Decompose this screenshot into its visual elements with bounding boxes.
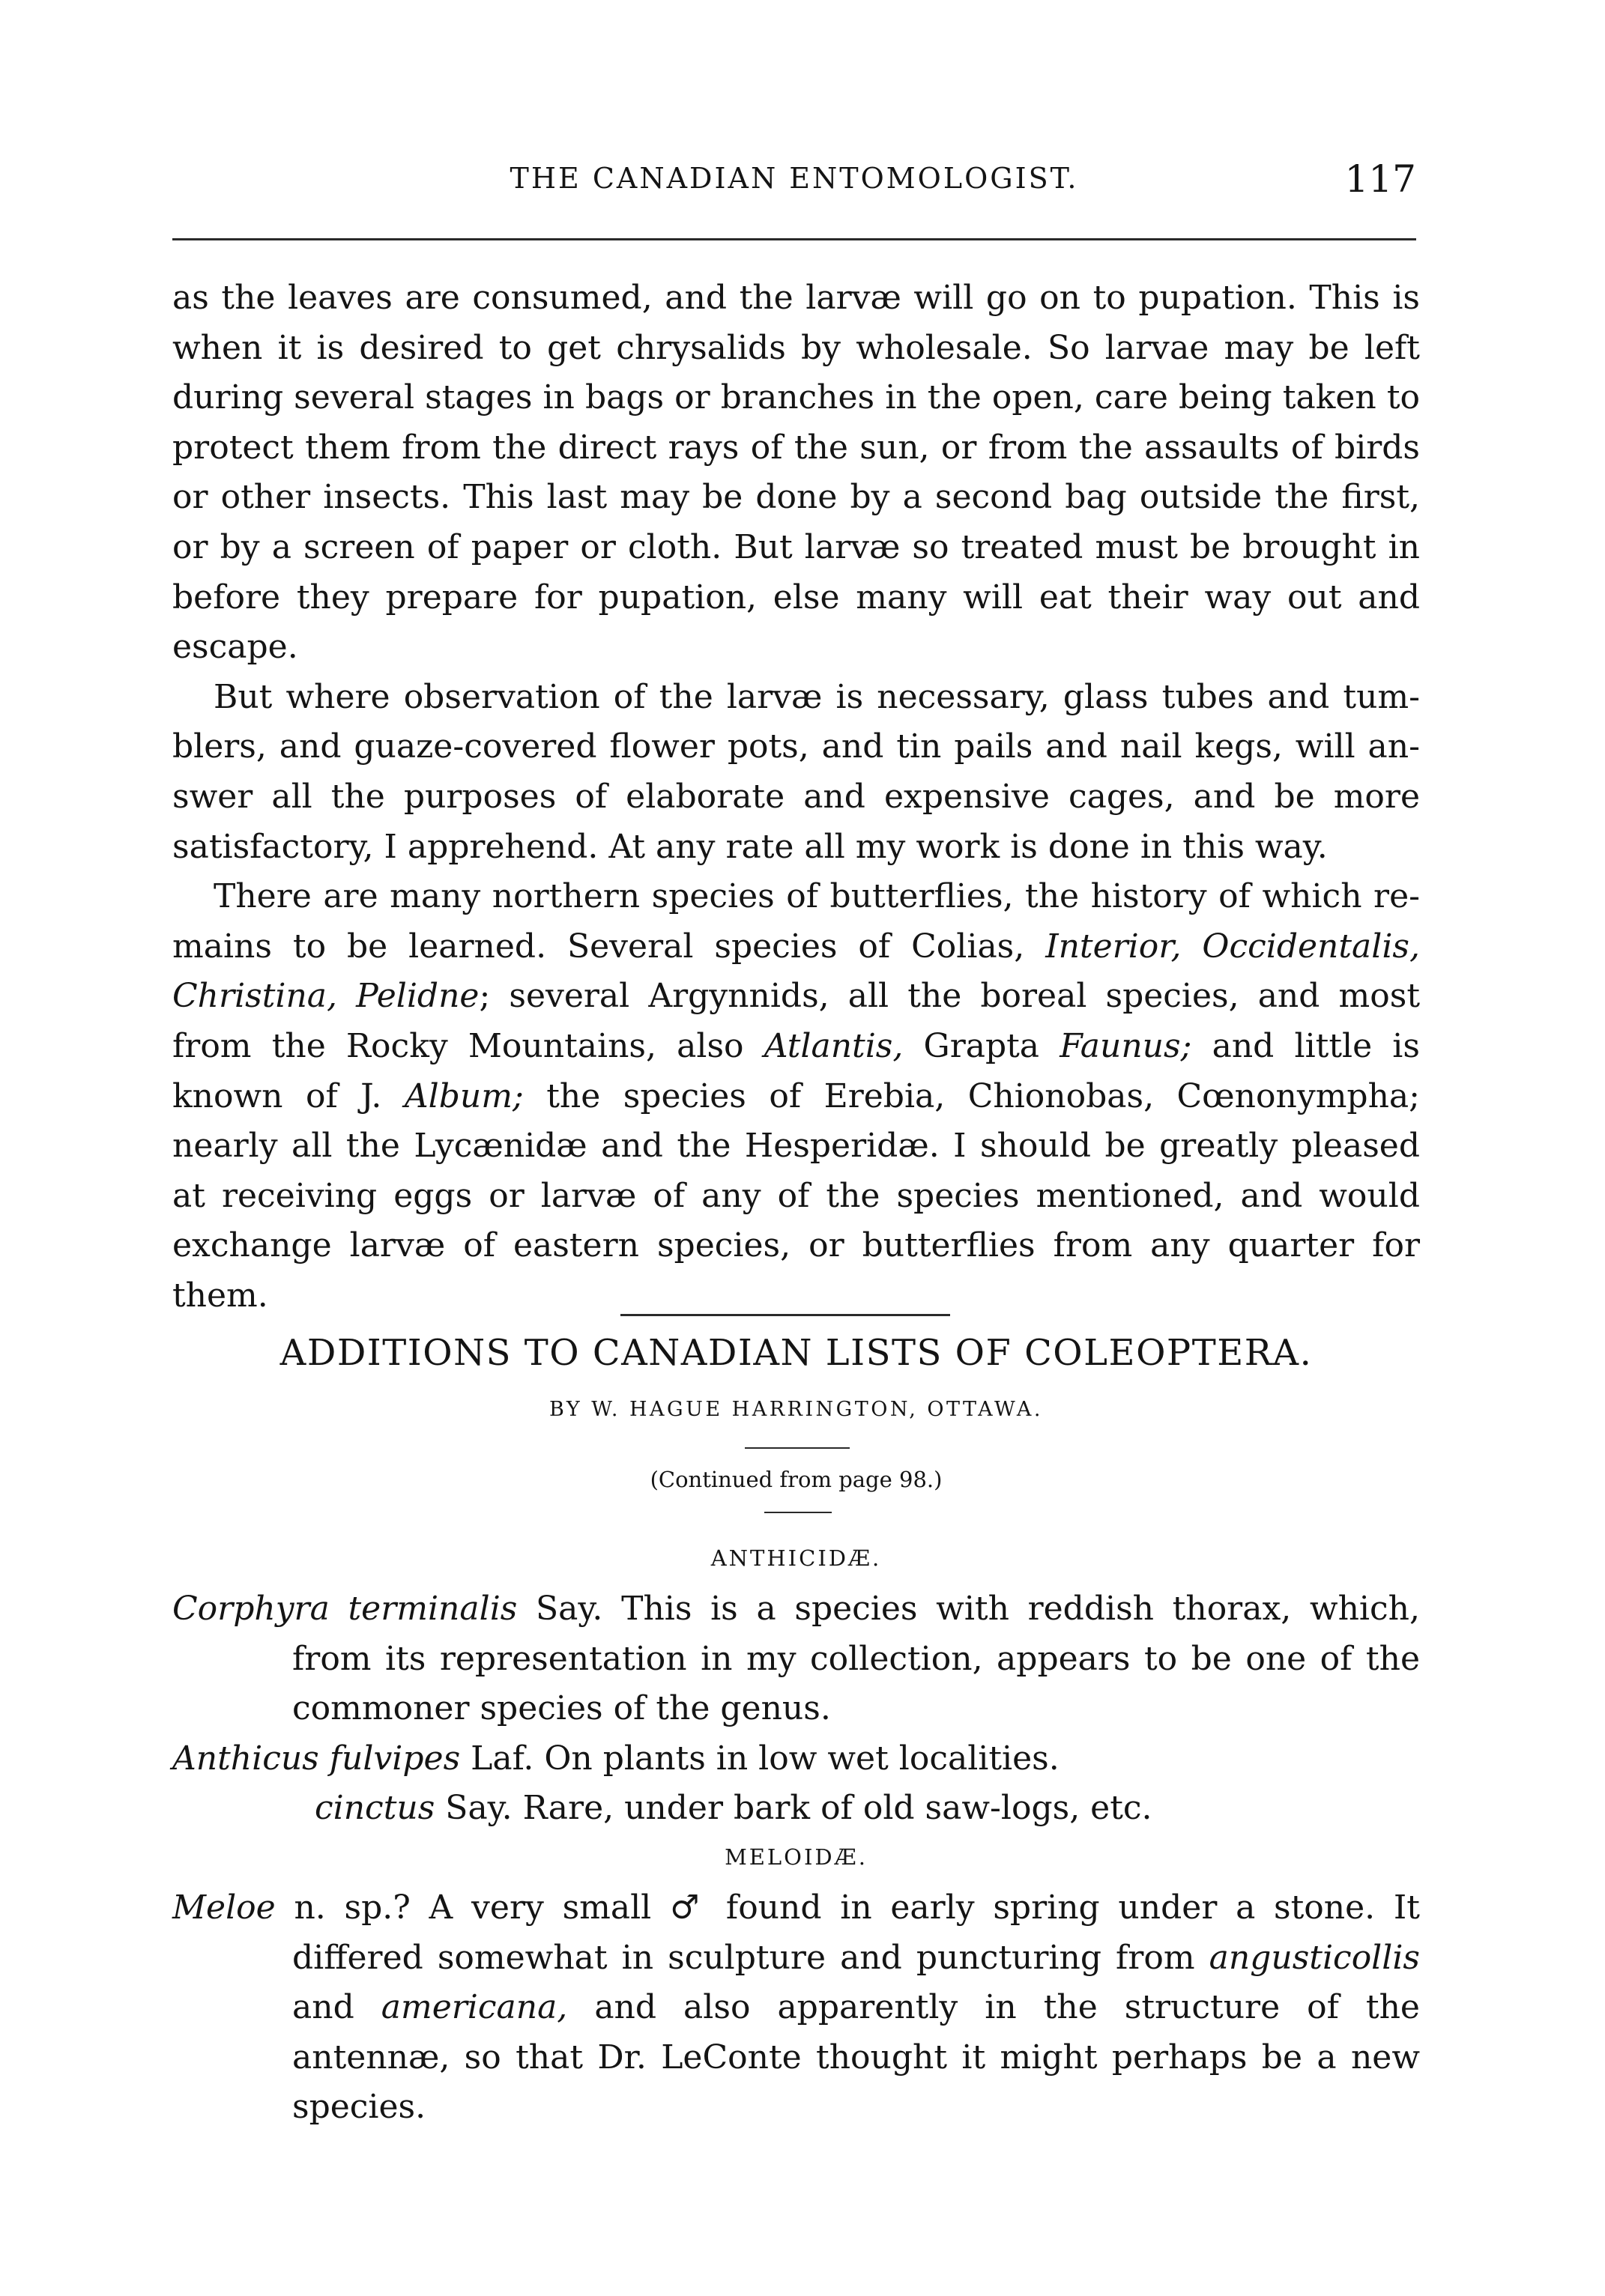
species-entry — [172, 1584, 1420, 1734]
byline: BY W. HAGUE HARRINGTON, OTTAWA. — [549, 1398, 1043, 1421]
byline-rule — [745, 1447, 850, 1449]
p3-text-5: the species of Erebia, Chionobas, Cœnonympha; nearly all the Lycænidæ and the Hesperidæ. I should be greatly pleased at receiving eggs or larvæ of any of the species mentioned, and would exchange larvæ of eastern species, or butterflies from any quarter for them. — [172, 1076, 1420, 1315]
species-name: Meloe — [172, 1888, 276, 1927]
meloe-text-2: found in early spring under a stone. It differed somewhat in sculpture and puncturing from — [292, 1888, 1420, 1977]
meloe-text-1: A very small — [429, 1888, 652, 1927]
species-note: This is a species with reddish thorax, which, from its representation in my collection, appears to be one of the commoner species of the genus. — [292, 1590, 1420, 1728]
species-atlantis: Atlantis, — [764, 1026, 904, 1065]
species-author: Say. — [536, 1590, 603, 1628]
species-note: Rare, under bark of old saw-logs, etc. — [522, 1789, 1152, 1828]
species-faunus: Faunus; — [1060, 1026, 1192, 1065]
species-note: On plants in low wet localities. — [544, 1739, 1060, 1778]
species-author: Say. — [445, 1789, 513, 1828]
family-entries — [172, 1584, 1420, 1834]
species-entry — [172, 1734, 1420, 1784]
species-name: Corphyra terminalis — [172, 1590, 518, 1628]
paragraph-1: as the leaves are consumed, and the larvæ will go on to pupation. This is when it is desired to get chrysalids by wholesale. So larvae may be left during several stages in bags or branches in the open, care being taken to protect them from the direct rays of the sun, or from the assaults of birds or other insects. This last may be done by a second bag outside the first, or by a screen of paper or cloth. But larvæ so treated must be brought in before they prepare for pupation, else many will eat their way out and escape. — [172, 279, 1420, 667]
article-title: ADDITIONS TO CANADIAN LISTS OF COLEOPTERA. — [279, 1332, 1313, 1374]
species-album: Album; — [404, 1076, 524, 1115]
p3-text-4: and little is known of J. — [172, 1026, 1420, 1115]
species-occidentalis: Occidentalis, — [1202, 927, 1420, 966]
species-author: Laf. — [471, 1739, 534, 1778]
section-divider — [620, 1314, 950, 1316]
page-number: 117 — [1344, 157, 1416, 201]
species-name: Anthicus fulvipes — [172, 1739, 461, 1778]
continued-note: (Continued from page 98.) — [650, 1467, 943, 1492]
header-rule — [172, 238, 1416, 240]
continued-rule — [764, 1512, 832, 1513]
paragraph-2: But where observation of the larvæ is necessary, glass tubes and tumblers, and guaze-covered flower pots, and tin pails and nail kegs, will answer all the purposes of elaborate and expensive cages, and be more satisfactory, I apprehend. At any rate all my work is done in this way. — [172, 677, 1420, 866]
species-americana: americana, — [381, 1988, 568, 2027]
species-christina: Christina, — [172, 977, 337, 1016]
meloe-text-3: and — [292, 1988, 354, 2027]
species-interior: Interior, — [1045, 927, 1182, 966]
species-entry — [172, 1883, 1420, 2133]
male-symbol: ♂ — [669, 1888, 708, 1927]
p3-text-1: There are many northern species of butterflies, the history of which remains to be learned. Several species of Colias, — [172, 877, 1420, 966]
meloe-text-4: and also apparently in the structure of the antennæ, so that Dr. LeConte thought it might perhaps be a new species. — [292, 1988, 1420, 2127]
p3-text-3: Grapta — [923, 1026, 1040, 1065]
family-heading: MELOIDÆ. — [725, 1844, 868, 1870]
family-entries — [172, 1883, 1420, 2133]
species-name: cinctus — [315, 1789, 435, 1828]
species-angusticollis: angusticollis — [1209, 1938, 1420, 1977]
p3-text-2: ; several Argynnids, all the boreal species, and most from the Rocky Mountains, also — [172, 977, 1420, 1065]
running-head — [172, 157, 1416, 202]
family-heading: ANTHICIDÆ. — [710, 1545, 882, 1571]
body-text — [172, 273, 1420, 1321]
species-entry — [172, 1784, 1420, 1834]
species-pelidne: Pelidne — [356, 977, 480, 1016]
species-author: n. sp.? — [294, 1888, 411, 1927]
paragraph-3 — [172, 872, 1420, 1321]
running-title: THE CANADIAN ENTOMOLOGIST. — [510, 162, 1079, 195]
